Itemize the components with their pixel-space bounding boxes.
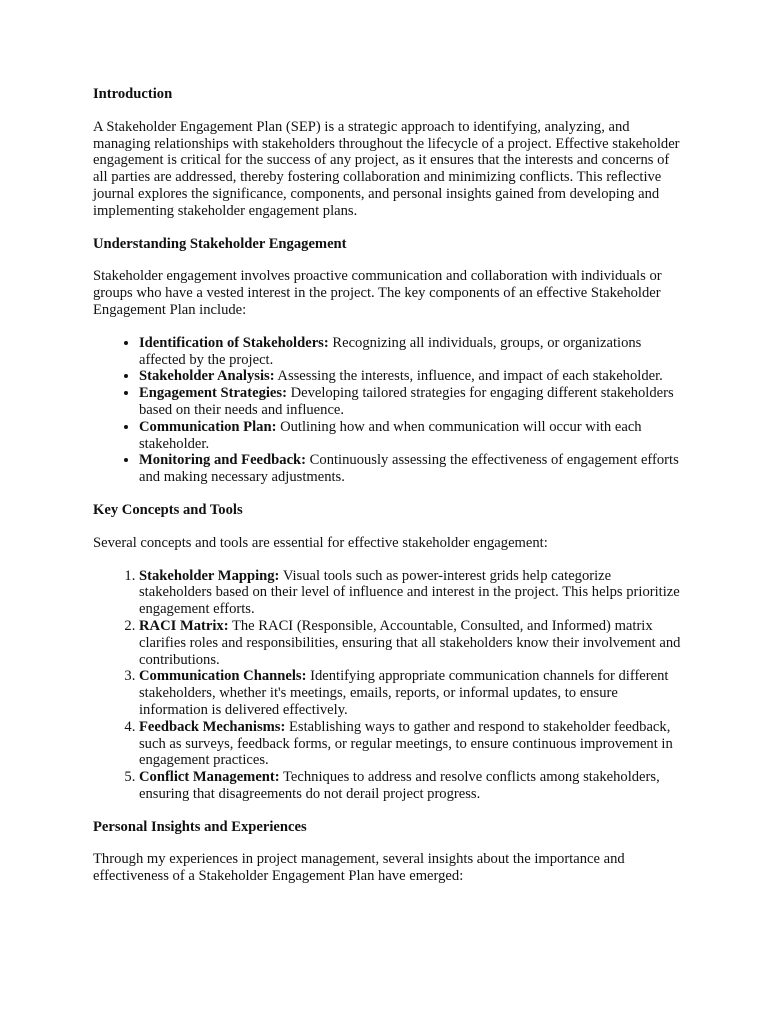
list-item-term: Identification of Stakeholders: xyxy=(139,334,329,351)
document-page xyxy=(93,86,683,901)
list-item-text: Techniques to address and resolve conflicts among stakeholders, ensuring that disagreements do not derail project progress. xyxy=(139,769,660,802)
list-item-text: Developing tailored strategies for engaging different stakeholders based on their needs and influence. xyxy=(139,385,674,418)
list-item-term: Engagement Strategies: xyxy=(139,385,287,402)
insights-paragraph: Through my experiences in project management, several insights about the importance and effectiveness of a Stakeholder Engagement Plan have emerged: xyxy=(93,851,625,885)
list-item xyxy=(139,452,683,486)
section-heading-understanding: Understanding Stakeholder Engagement xyxy=(93,235,347,252)
section-heading-concepts: Key Concepts and Tools xyxy=(93,501,243,518)
list-item xyxy=(139,769,683,803)
list-item xyxy=(139,385,683,419)
section-heading-insights: Personal Insights and Experiences xyxy=(93,818,307,835)
list-item-term: Monitoring and Feedback: xyxy=(139,452,307,469)
list-item-term: RACI Matrix: xyxy=(139,617,229,634)
list-item xyxy=(139,368,683,385)
list-item-text: Identifying appropriate communication channels for different stakeholders, whether it's meetings, emails, reports, or informal updates, to ensure information is delivered effectively. xyxy=(139,668,669,718)
list-item-text: Visual tools such as power-interest grids help categorize stakeholders based on their level of influence and interest in the project. This helps prioritize engagement efforts. xyxy=(139,567,680,618)
list-item-text: Assessing the interests, influence, and impact of each stakeholder. xyxy=(274,368,663,385)
list-item-term: Conflict Management: xyxy=(139,769,280,786)
list-item-text: Establishing ways to gather and respond to stakeholder feedback, such as surveys, feedback forms, or regular meetings, to ensure continuous improvement in engagement practices. xyxy=(139,718,673,769)
concepts-paragraph: Several concepts and tools are essential for effective stakeholder engagement: xyxy=(93,534,548,551)
list-item-term: Stakeholder Mapping: xyxy=(139,567,280,584)
list-item-term: Communication Channels: xyxy=(139,668,307,685)
list-item-term: Stakeholder Analysis: xyxy=(139,368,275,385)
list-item-text: The RACI (Responsible, Accountable, Consulted, and Informed) matrix clarifies roles and responsibilities, ensuring that all stakeholders know their involvement and contributions. xyxy=(139,617,681,668)
concepts-numbered-list xyxy=(93,568,683,803)
list-item-term: Communication Plan: xyxy=(139,418,277,435)
section-heading-introduction: Introduction xyxy=(93,86,173,102)
components-bullet-list xyxy=(93,335,683,486)
list-item-text: Recognizing all individuals, groups, or organizations affected by the project. xyxy=(139,334,642,368)
list-item-term: Feedback Mechanisms: xyxy=(139,718,286,735)
list-item xyxy=(139,668,683,718)
list-item xyxy=(139,335,683,369)
list-item xyxy=(139,568,683,618)
list-item xyxy=(139,618,683,668)
understanding-paragraph: Stakeholder engagement involves proactive communication and collaboration with individuals or groups who have a vested interest in the project. The key components of an effective Stakeholder Engagement Plan include: xyxy=(93,268,662,318)
list-item xyxy=(139,419,683,453)
list-item-text: Outlining how and when communication will occur with each stakeholder. xyxy=(139,418,642,452)
introduction-paragraph: A Stakeholder Engagement Plan (SEP) is a strategic approach to identifying, analyzing, and managing relationships with stakeholders throughout the lifecycle of a project. Effective stakeholder engagement is critical for the success of any project, as it ensures that the interests and concerns of all parties are addressed, thereby fostering collaboration and minimizing conflicts. This reflective journal explores the significance, components, and personal insights gained from developing and implementing stakeholder engagement plans. xyxy=(93,118,680,219)
list-item-text: Continuously assessing the effectiveness of engagement efforts and making necessary adjustments. xyxy=(139,452,679,486)
list-item xyxy=(139,719,683,769)
